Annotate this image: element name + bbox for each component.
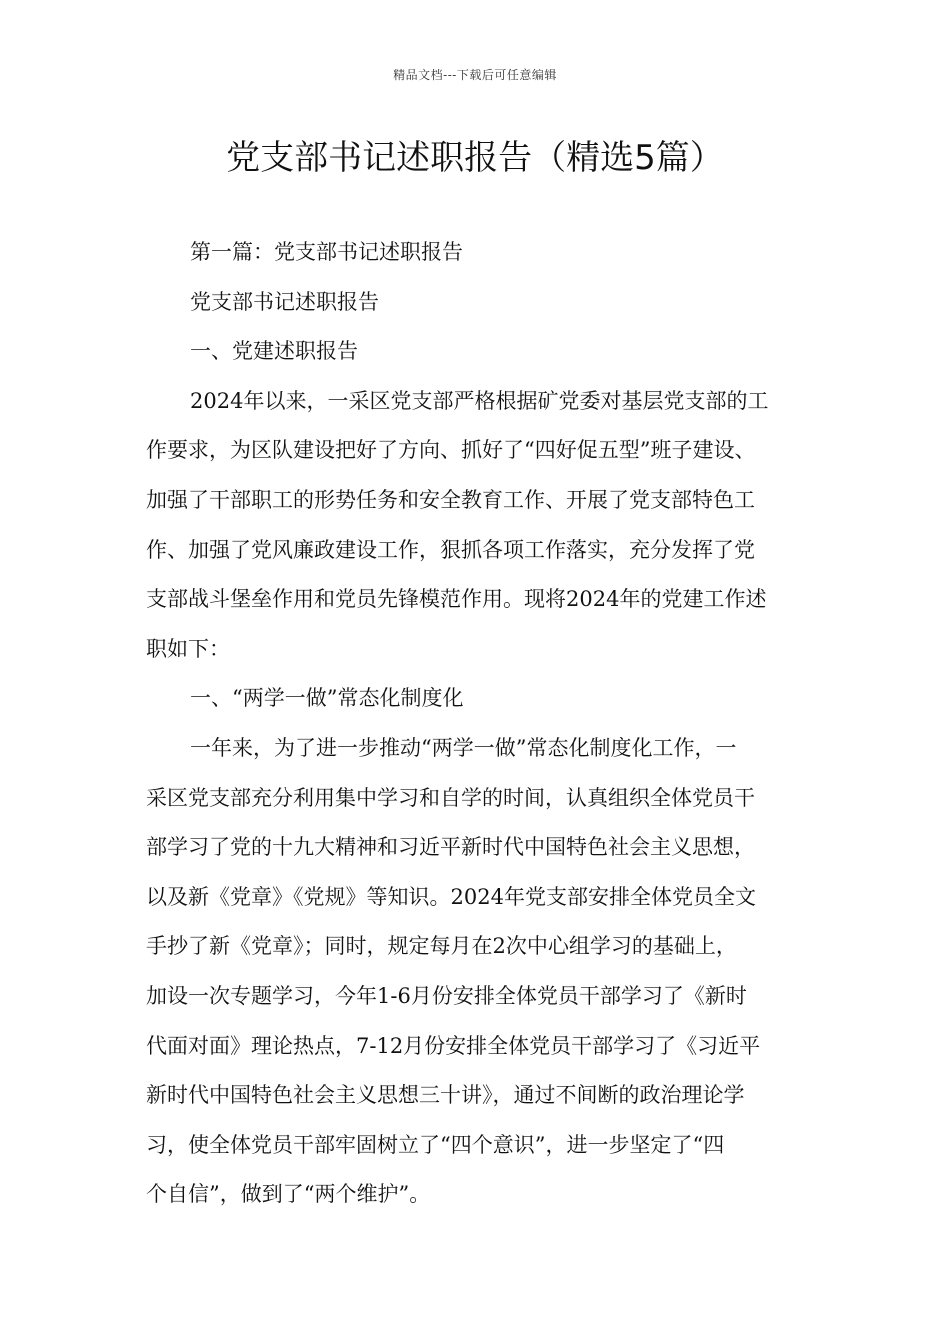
text-line: 支部战斗堡垒作用和党员先锋模范作用。现将2024年的党建工作述	[146, 587, 767, 612]
text-line: 2024年以来，一采区党支部严格根据矿党委对基层党支部的工	[190, 388, 769, 413]
text-line: 党支部书记述职报告	[190, 289, 379, 314]
text-line: 作要求，为区队建设把好了方向、抓好了“四好促五型”班子建设、	[146, 438, 756, 463]
text-line: 新时代中国特色社会主义思想三十讲》，通过不间断的政治理论学	[146, 1083, 745, 1108]
page-header: 精品文档---下载后可任意编辑	[393, 68, 557, 82]
text-line: 加强了干部职工的形势任务和安全教育工作、开展了党支部特色工	[146, 487, 755, 512]
text-line: 以及新《党章》《党规》等知识。2024年党支部安排全体党员全文	[146, 884, 756, 909]
text-line: 个自信”，做到了“两个维护”。	[146, 1182, 431, 1207]
text-line: 一、“两学一做”常态化制度化	[190, 686, 464, 711]
text-line: 一年来，为了进一步推动“两学一做”常态化制度化工作，一	[190, 735, 737, 760]
text-line: 作、加强了党风廉政建设工作，狠抓各项工作落实，充分发挥了党	[146, 537, 755, 562]
text-line: 第一篇：党支部书记述职报告	[190, 240, 463, 264]
text-line: 职如下：	[146, 636, 230, 661]
text-line: 加设一次专题学习，今年1-6月份安排全体党员干部学习了《新时	[146, 983, 747, 1008]
document-title: 党支部书记述职报告（精选5篇）	[226, 138, 724, 178]
document-body	[146, 228, 810, 1220]
text-line: 一、党建述职报告	[190, 339, 358, 364]
text-line: 习，使全体党员干部牢固树立了“四个意识”，进一步坚定了“四	[146, 1132, 725, 1157]
text-line: 手抄了新《党章》；同时，规定每月在2次中心组学习的基础上，	[146, 934, 737, 959]
text-line: 代面对面》理论热点，7-12月份安排全体党员干部学习了《习近平	[146, 1033, 761, 1058]
text-line: 采区党支部充分利用集中学习和自学的时间，认真组织全体党员干	[146, 785, 755, 810]
text-line: 部学习了党的十九大精神和习近平新时代中国特色社会主义思想，	[146, 835, 755, 860]
